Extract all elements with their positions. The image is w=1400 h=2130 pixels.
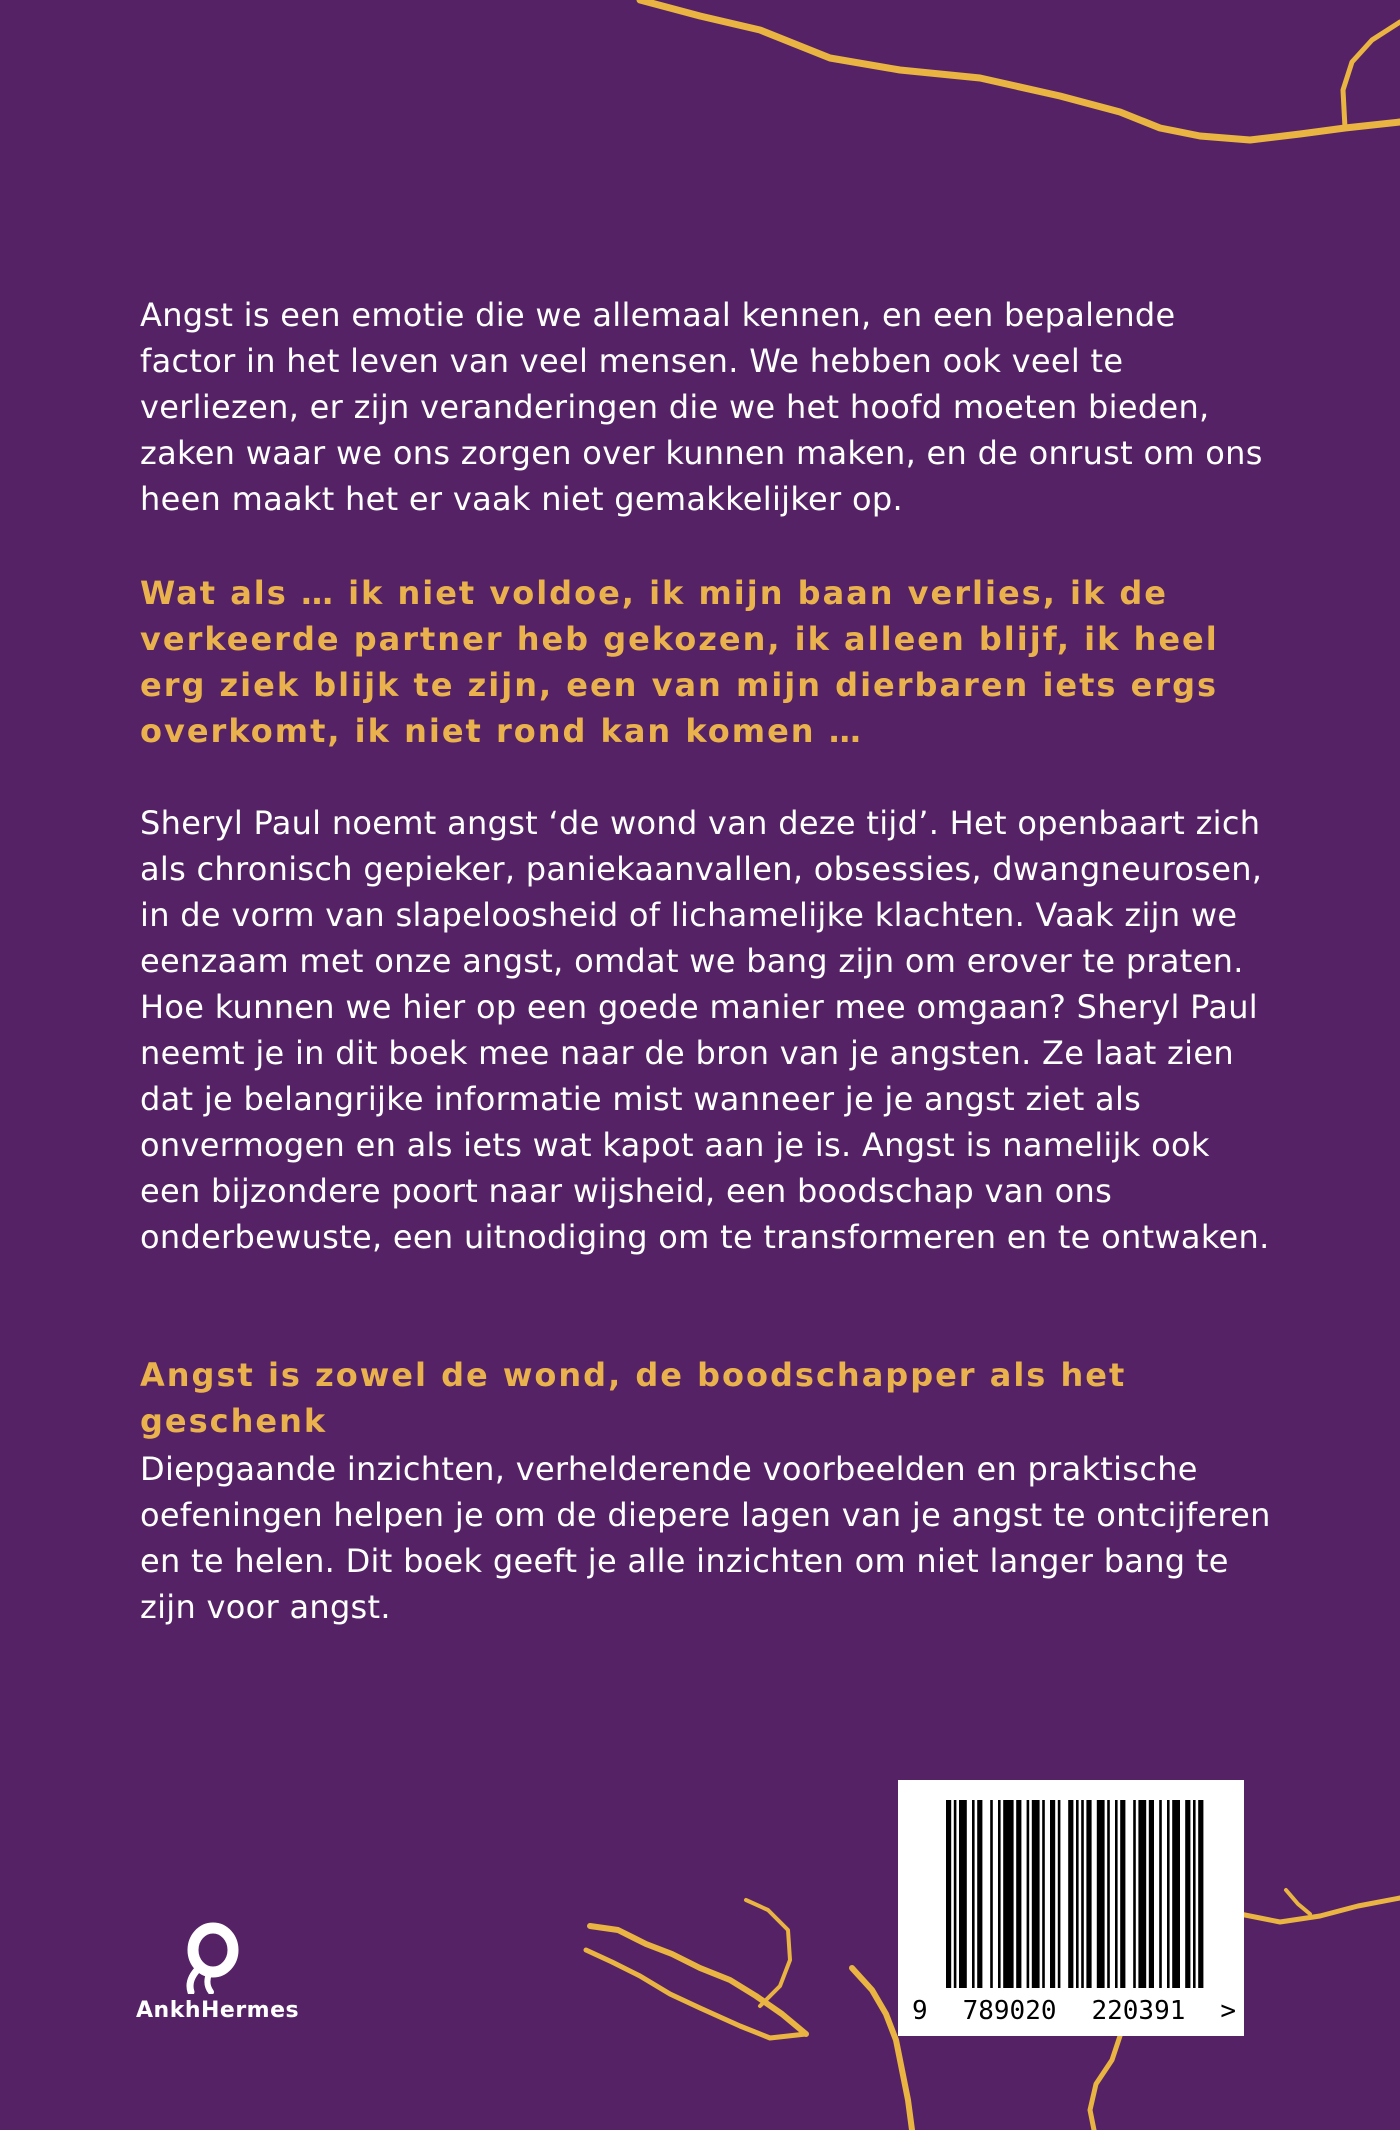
isbn-barcode <box>898 1780 1244 2036</box>
barcode-bar <box>1138 1800 1146 1988</box>
barcode-bar <box>1081 1800 1084 1988</box>
barcode-bar <box>1107 1800 1110 1988</box>
publisher-logo <box>136 1922 300 2023</box>
barcode-bar <box>1050 1800 1055 1988</box>
barcode-bar <box>1167 1800 1170 1988</box>
barcode-bar <box>1193 1800 1196 1988</box>
closing-paragraph: Diepgaande inzichten, verhelderende voorbeelden en praktische oefeningen helpen je om de diepere lagen van je angst te ontcijferen en te helen. Dit boek geeft je alle inzichten om niet langer bang te zijn voor angst. <box>140 1450 1271 1626</box>
description-paragraph: Sheryl Paul noemt angst ‘de wond van deze tijd’. Het openbaart zich als chronisch gepieker, paniekaanvallen, obsessies, dwangneurosen, in de vorm van slapeloosheid of lichamelijke klachten. Vaak zijn we eenzaam met onze angst, omdat we bang zijn om erover te praten. Hoe kunnen we hier op een goede manier mee omgaan? Sheryl Paul neemt je in dit boek mee naar de bron van je angsten. Ze laat zien dat je belangrijke informatie mist wanneer je je angst ziet als onvermogen en als iets wat kapot aan je is. Angst is namelijk ook een bijzondere poort naar wijsheid, een boodschap van ons onderbewuste, een uitnodiging om te transformeren en te ontwaken. <box>140 804 1270 1256</box>
isbn-end-mark: > <box>1220 1996 1236 2026</box>
isbn-group-1: 789020 <box>962 1996 1057 2026</box>
what-if-highlight: Wat als … ik niet voldoe, ik mijn baan verlies, ik de verkeerde partner heb gekozen, ik alleen blijf, ik heel erg ziek blijk te zijn, een van mijn dierbaren iets ergs overkomt, ik niet rond kan komen … <box>140 574 1219 750</box>
barcode-bars <box>944 1800 1206 1988</box>
barcode-bar <box>1076 1800 1079 1988</box>
barcode-bar <box>972 1800 975 1988</box>
barcode-bar <box>1149 1800 1154 1988</box>
barcode-bar <box>1058 1800 1061 1988</box>
barcode-bar <box>1172 1800 1180 1988</box>
isbn-digits <box>912 1996 1236 2026</box>
barcode-bar <box>990 1800 993 1988</box>
barcode-bar <box>1068 1800 1073 1988</box>
barcode-bar <box>977 1800 982 1988</box>
barcode-bar <box>1133 1800 1136 1988</box>
publisher-name: AnkhHermes <box>136 1998 300 2023</box>
tagline-highlight: Angst is zowel de wond, de boodschapper als het geschenk <box>140 1356 1127 1440</box>
ankh-logo-icon <box>179 1922 243 1994</box>
barcode-bar <box>1086 1800 1091 1988</box>
intro-paragraph: Angst is een emotie die we allemaal kennen, en een bepalende factor in het leven van veel mensen. We hebben ook veel te verliezen, er zijn veranderingen die we het hoofd moeten bieden, zaken waar we ons zorgen over kunnen maken, en de onrust om ons heen maakt het er vaak niet gemakkelijker op. <box>140 296 1263 518</box>
barcode-bar <box>959 1800 967 1988</box>
barcode-bar <box>1097 1800 1105 1988</box>
barcode-bar <box>1185 1800 1190 1988</box>
barcode-bar <box>1198 1800 1203 1988</box>
barcode-bar <box>1120 1800 1125 1988</box>
barcode-bar <box>1016 1800 1021 1988</box>
barcode-bar <box>1003 1800 1013 1988</box>
barcode-bar <box>998 1800 1001 1988</box>
isbn-lead-digit: 9 <box>912 1996 928 2026</box>
barcode-bar <box>1042 1800 1045 1988</box>
barcode-bar <box>1027 1800 1030 1988</box>
isbn-group-2: 220391 <box>1091 1996 1186 2026</box>
barcode-bar <box>954 1800 957 1988</box>
barcode-bar <box>1032 1800 1040 1988</box>
barcode-bar <box>1115 1800 1118 1988</box>
barcode-bar <box>1159 1800 1162 1988</box>
barcode-bar <box>946 1800 951 1988</box>
